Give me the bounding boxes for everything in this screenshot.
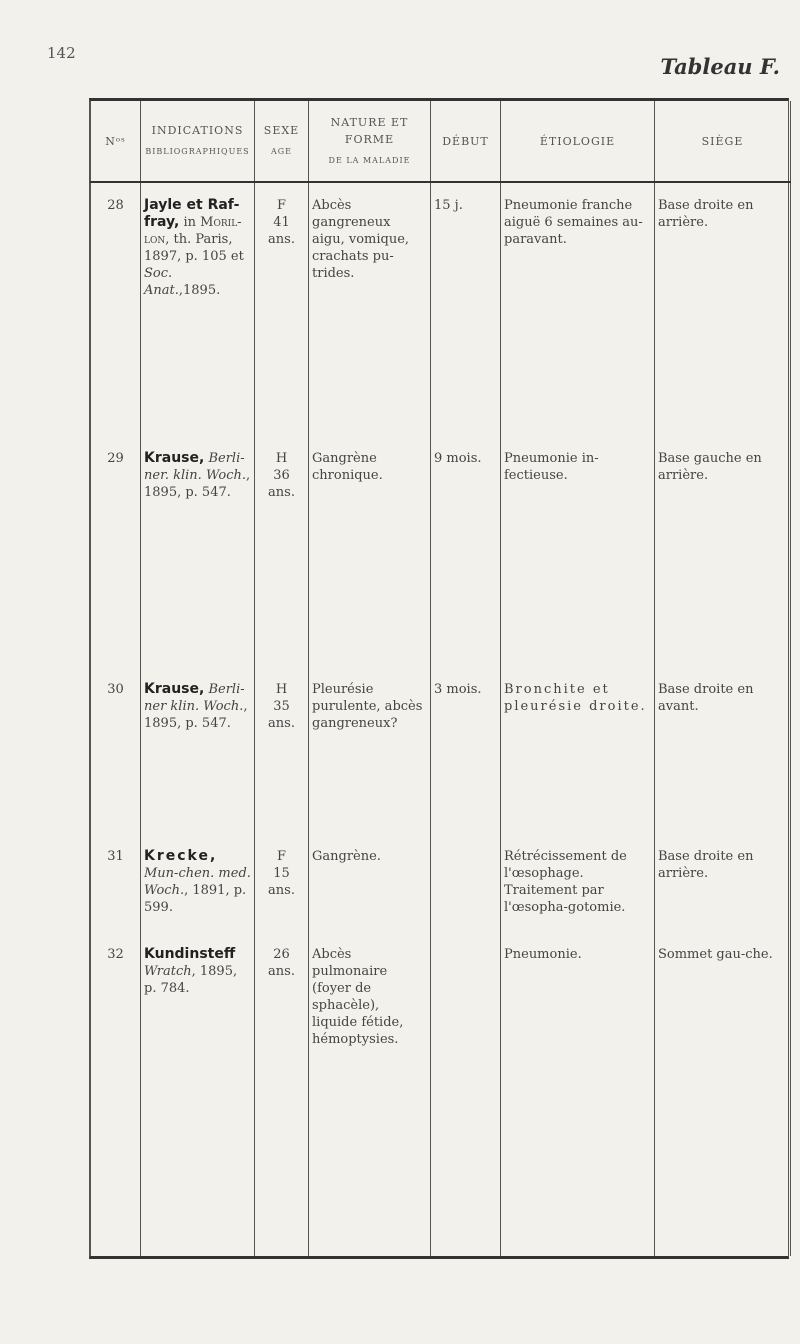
row-nature: Pleurésie purulente, abcès gangreneux? [309,681,431,848]
row-etiologie: Pneumonie. [501,946,655,1256]
running-title: Tableau F. [660,54,780,79]
row-nature: Gangrène chronique. [309,450,431,681]
col-header-debut: DÉBUT [431,101,501,182]
row-number: 31 [91,848,141,946]
col-header-nature: NATURE ET FORME DE LA MALADIE [309,101,431,182]
row-author: Jayle et Raf-fray, [144,197,240,230]
row-debut: 15 j. [431,182,501,450]
row-debut: 3 mois. [431,681,501,848]
col-header-etiologie: ÉTIOLOGIE [501,101,655,182]
col-header-no: Nᵒˢ [91,101,141,182]
table-row [91,182,791,450]
row-sexe-age: H 36 ans. [255,450,309,681]
row-etiologie: Pneumonie franche aiguë 6 semaines au-paravant. [501,182,655,450]
col-header-indications: INDICATIONS BIBLIOGRAPHIQUES [141,101,255,182]
row-siege: Base gauche en arrière. [655,450,791,681]
row-nature: Abcès gangreneux aigu, vomique, crachats pu-trides. [309,182,431,450]
row-author: Kundinsteff [144,946,236,962]
row-etiologie: Rétrécissement de l'œsophage. Traitement par l'œsopha-gotomie. [501,848,655,946]
row-indications: Krause, Berli-ner klin. Woch., 1895, p. 547. [141,681,255,848]
row-indications: Krecke, Mun-chen. med. Woch., 1891, p. 599. [141,848,255,946]
table-row [91,681,791,848]
row-number: 28 [91,182,141,450]
col-header-sexe: SEXE AGE [255,101,309,182]
row-sexe-age: F 15 ans. [255,848,309,946]
row-sexe-age: H 35 ans. [255,681,309,848]
row-debut [431,848,501,946]
case-table-grid [90,101,791,1256]
row-nature: Abcès pulmonaire (foyer de sphacèle), liquide fétide, hémoptysies. [309,946,431,1256]
row-siege: Base droite en arrière. [655,848,791,946]
row-sexe-age: F 41 ans. [255,182,309,450]
row-nature: Gangrène. [309,848,431,946]
col-header-siege: SIÈGE [655,101,791,182]
table-header [91,101,791,182]
row-author: Krecke, [144,848,218,864]
row-debut: 9 mois. [431,450,501,681]
row-indications: Krause, Berli-ner. klin. Woch., 1895, p. 547. [141,450,255,681]
row-number: 32 [91,946,141,1256]
row-author: Krause, [144,681,205,697]
table-row [91,848,791,946]
row-siege: Base droite en avant. [655,681,791,848]
row-number: 29 [91,450,141,681]
case-table [89,98,789,1259]
row-author: Krause, [144,450,205,466]
row-siege: Sommet gau-che. [655,946,791,1256]
table-row [91,946,791,1256]
row-siege: Base droite en arrière. [655,182,791,450]
page-number: 142 [47,44,76,62]
row-etiologie: Pneumonie in-fectieuse. [501,450,655,681]
row-indications: Jayle et Raf-fray, in Moril-lon, th. Paris, 1897, p. 105 et Soc. Anat.,1895. [141,182,255,450]
row-number: 30 [91,681,141,848]
row-etiologie: Bronchite et pleurésie droite. [501,681,655,848]
table-row [91,450,791,681]
row-indications: Kundinsteff Wratch, 1895, p. 784. [141,946,255,1256]
row-sexe-age: 26 ans. [255,946,309,1256]
row-debut [431,946,501,1256]
